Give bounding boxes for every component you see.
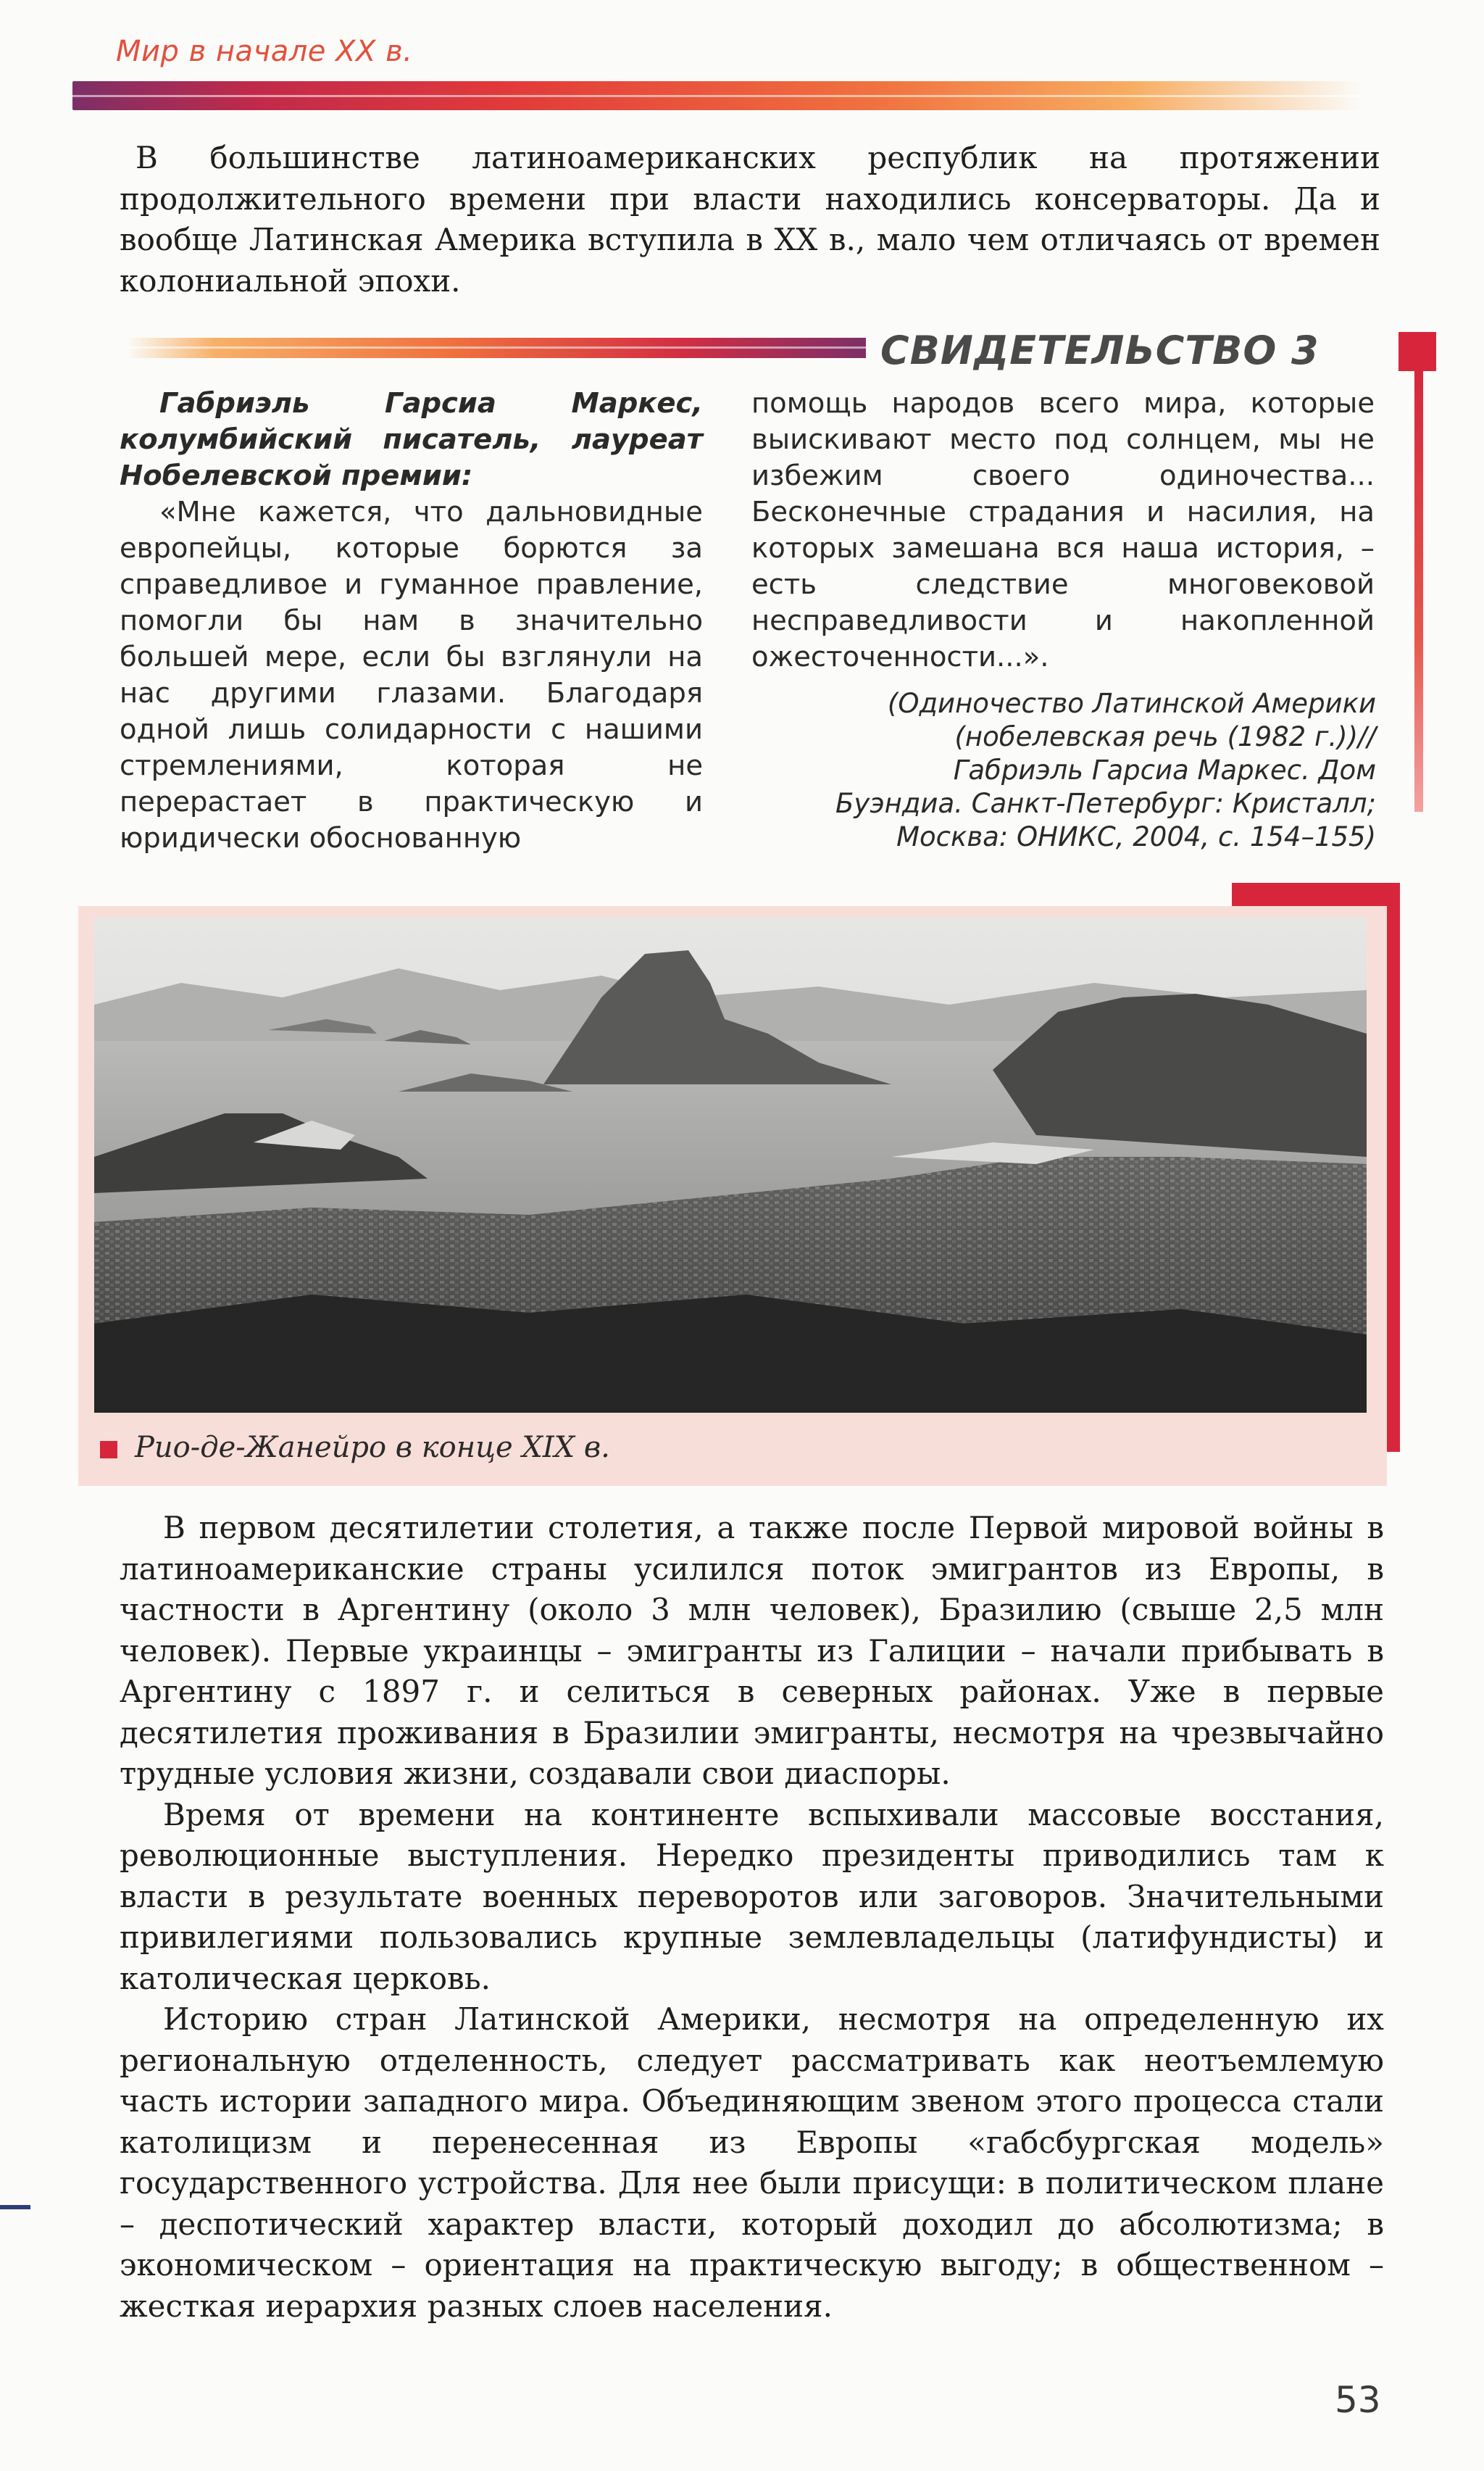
running-header-title: Мир в начале XX в. <box>116 35 413 68</box>
figure-accent-bar <box>1385 883 1400 1452</box>
evidence-accent-block <box>1398 332 1436 371</box>
header-decorative-rule <box>72 81 1362 110</box>
evidence-column-right <box>751 386 1375 676</box>
main-paragraph: Время от времени на континенте вспыхивали массовые восстания, революционные выступления. Нередко президенты приводились там к власти в результате военных переворотов или заговоров. Значительными привилегиями пользовались крупные землевладельцы (латифундисты) и католическая церковь. <box>120 1796 1384 1996</box>
evidence-decorative-rule <box>127 338 866 358</box>
intro-paragraph <box>120 138 1380 302</box>
rio-photo <box>94 918 1367 1413</box>
rio-photo-drawing <box>94 918 1367 1413</box>
evidence-quote-part2: помощь народов всего мира, которые выискивают место под солнцем, мы не избежим своего одиночества... Бесконечные страдания и насилия, на которых замешана вся наша история, – есть следствие многовековой несправедливости и накопленной ожесточенности...». <box>751 387 1375 673</box>
main-text-block <box>120 1508 1384 2327</box>
evidence-accent-bar <box>1414 370 1423 812</box>
main-paragraph: В первом десятилетии столетия, а также после Первой мировой войны в латиноамериканские страны усилился поток эмигрантов из Европы, в частности в Аргентину (около 3 млн человек), Бразилию (свыше 2,5 млн человек). Первые украинцы – эмигранты из Галиции – начали прибывать в Аргентину с 1897 г. и селиться в северных районах. Уже в первые десятилетия проживания в Бразилии эмигранты, несмотря на чрезвычайно трудные условия жизни, создавали свои диаспоры. <box>120 1510 1384 1791</box>
evidence-quote-part1: «Мне кажется, что дальновидные европейцы, которые борются за справедливое и гуманное правление, помогли бы нам в значительно большей мере, если бы взглянули на нас другими глазами. Благодаря одной лишь солидарности с нашими стремлениями, которая не перерастает в практическую и юридически обоснованную <box>120 496 703 855</box>
intro-text: В большинстве латиноамериканских республик на протяжении продолжительного времени при власти находились консерваторы. Да и вообще Латинская Америка вступила в XX в., мало чем отличаясь от времен колониальной эпохи. <box>120 140 1380 299</box>
evidence-column-left <box>120 386 703 857</box>
figure-caption: Рио-де-Жанейро в конце XIX в. <box>135 1431 610 1464</box>
page-edge-mark <box>0 2205 30 2209</box>
evidence-title: СВИДЕТЕЛЬСТВО 3 <box>880 328 1320 373</box>
evidence-source-citation: (Одиночество Латинской Америки (нобелевская речь (1982 г.))// Габриэль Гарсиа Маркес. Дом Буэндиа. Санкт-Петербург: Кристалл; Москва: ОНИКС, 2004, с. 154–155) <box>835 688 1376 852</box>
page-number: 53 <box>1335 2379 1381 2421</box>
main-paragraph: Историю стран Латинской Америки, несмотря на определенную их региональную отделенность, следует рассматривать как неотъемлемую часть истории западного мира. Объединяющим звеном этого процесса стали католицизм и перенесенная из Европы «габсбургская модель» государственного устройства. Для нее были присущи: в политическом плане – деспотический характер власти, который доходил до абсолютизма; в экономическом – ориентация на практическую выгоду; в общественном – жесткая иерархия разных слоев населения. <box>120 2001 1384 2324</box>
caption-marker-icon <box>100 1441 117 1458</box>
evidence-author: Габриэль Гарсиа Маркес, колумбийский писатель, лауреат Нобелевской премии: <box>120 387 703 492</box>
